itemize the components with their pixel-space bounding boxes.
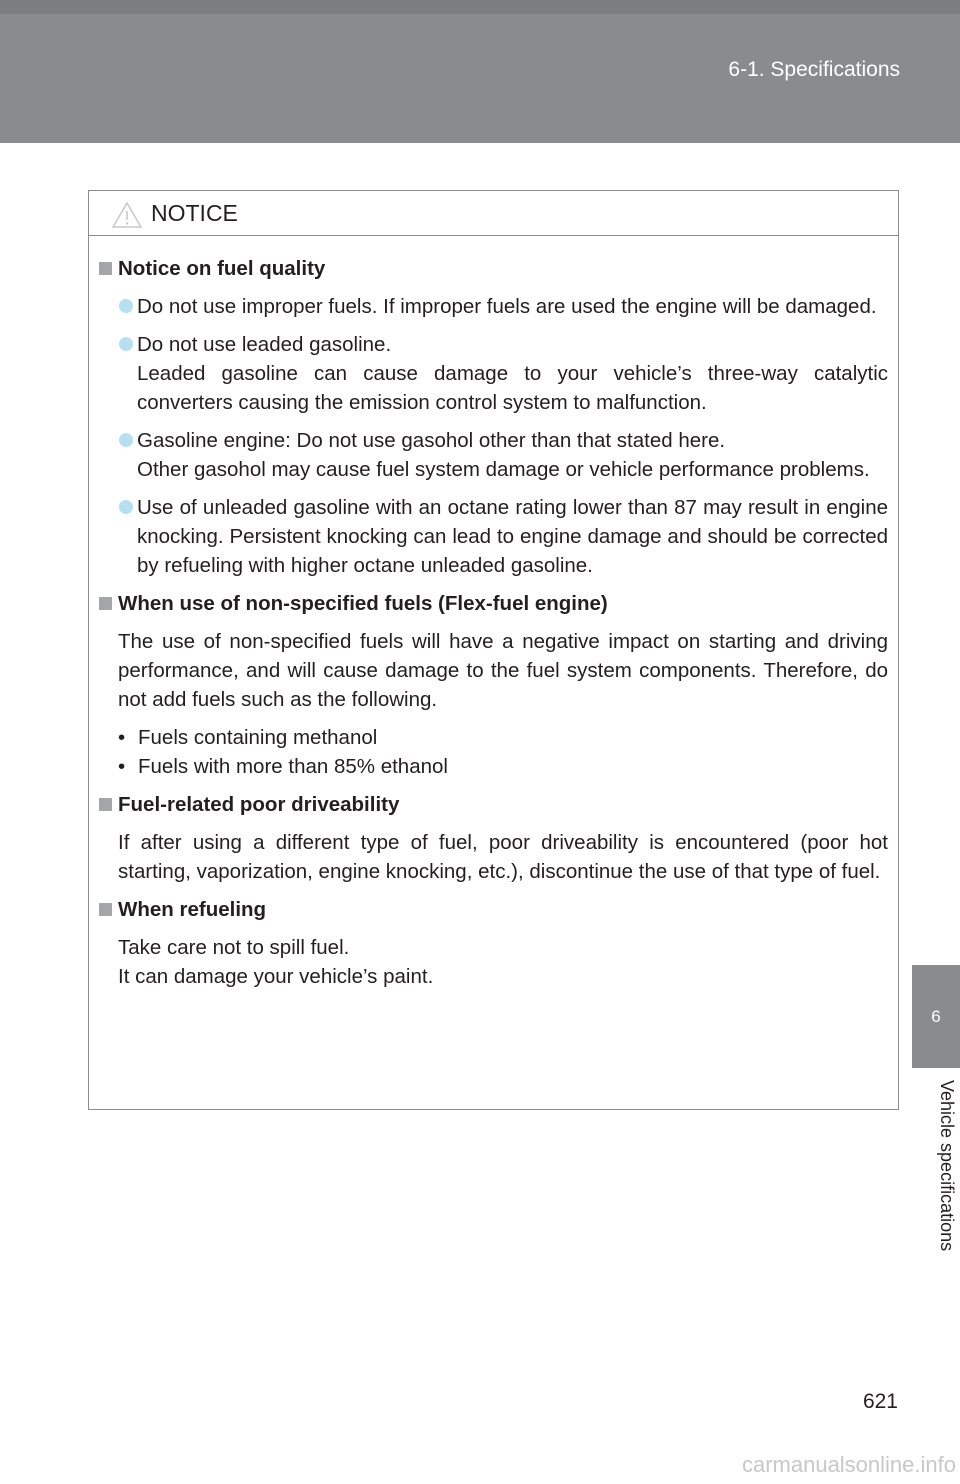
- square-marker-icon: [99, 903, 112, 916]
- section-heading: Notice on fuel quality: [97, 254, 888, 283]
- chapter-tab-number[interactable]: 6: [912, 965, 960, 1068]
- list-item: Gasoline engine: Do not use gasohol other than that stated here. Other gasohol may cause fuel system damage or vehicle performance problems.: [97, 426, 888, 484]
- list-item: Do not use improper fuels. If improper fuels are used the engine will be damaged.: [97, 292, 888, 321]
- chapter-tab-label: [912, 1068, 960, 1298]
- square-marker-icon: [99, 798, 112, 811]
- square-marker-icon: [99, 597, 112, 610]
- watermark: carmanualsonline.info: [741, 1452, 956, 1477]
- circle-bullet-icon: [119, 500, 133, 514]
- chapter-tab-label-text: Vehicle specifications: [937, 1080, 957, 1252]
- bullet-mark: •: [118, 755, 126, 778]
- circle-bullet-icon: [119, 337, 133, 351]
- section-title: 6-1. Specifications: [728, 58, 900, 81]
- bullet-item: • Fuels containing methanol: [118, 723, 888, 752]
- square-marker-icon: [99, 262, 112, 275]
- section-poor-driveability: [97, 790, 888, 886]
- section-refueling: [97, 895, 888, 991]
- section-heading: When refueling: [97, 895, 888, 924]
- list-item: Use of unleaded gasoline with an octane rating lower than 87 may result in engine knocking. Persistent knocking can lead to engine damage and should be corrected by refueling with higher octane unleaded gasoline.: [97, 493, 888, 580]
- bullet-mark: •: [118, 726, 126, 749]
- section-non-specified-fuels: [97, 589, 888, 781]
- header-band: [0, 0, 960, 14]
- section-heading: Fuel-related poor driveability: [97, 790, 888, 819]
- list-item: Do not use leaded gasoline. Leaded gasoline can cause damage to your vehicle’s three-way catalytic converters causing the emission control system to malfunction.: [97, 330, 888, 417]
- warning-triangle-icon: [111, 201, 143, 229]
- paragraph: Take care not to spill fuel. It can damage your vehicle’s paint.: [118, 936, 434, 988]
- notice-box: [88, 190, 899, 1110]
- section-heading: When use of non-specified fuels (Flex-fuel engine): [97, 589, 888, 618]
- notice-title: NOTICE: [151, 200, 238, 226]
- bullet-list: [97, 723, 888, 781]
- page-number: 621: [862, 1390, 898, 1413]
- circle-bullet-icon: [119, 299, 133, 313]
- bullet-item: • Fuels with more than 85% ethanol: [118, 752, 888, 781]
- section-fuel-quality: [97, 254, 888, 580]
- circle-bullet-icon: [119, 433, 133, 447]
- notice-header: [89, 191, 898, 236]
- paragraph: The use of non-specified fuels will have a negative impact on starting and driving performance, and will cause damage to the fuel system components. Therefore, do not add fuels such as the following.: [118, 630, 888, 711]
- page-header: [0, 0, 960, 143]
- notice-body: [89, 236, 898, 991]
- paragraph: If after using a different type of fuel, poor driveability is encountered (poor hot starting, vaporization, engine knocking, etc.), discontinue the use of that type of fuel.: [118, 831, 888, 883]
